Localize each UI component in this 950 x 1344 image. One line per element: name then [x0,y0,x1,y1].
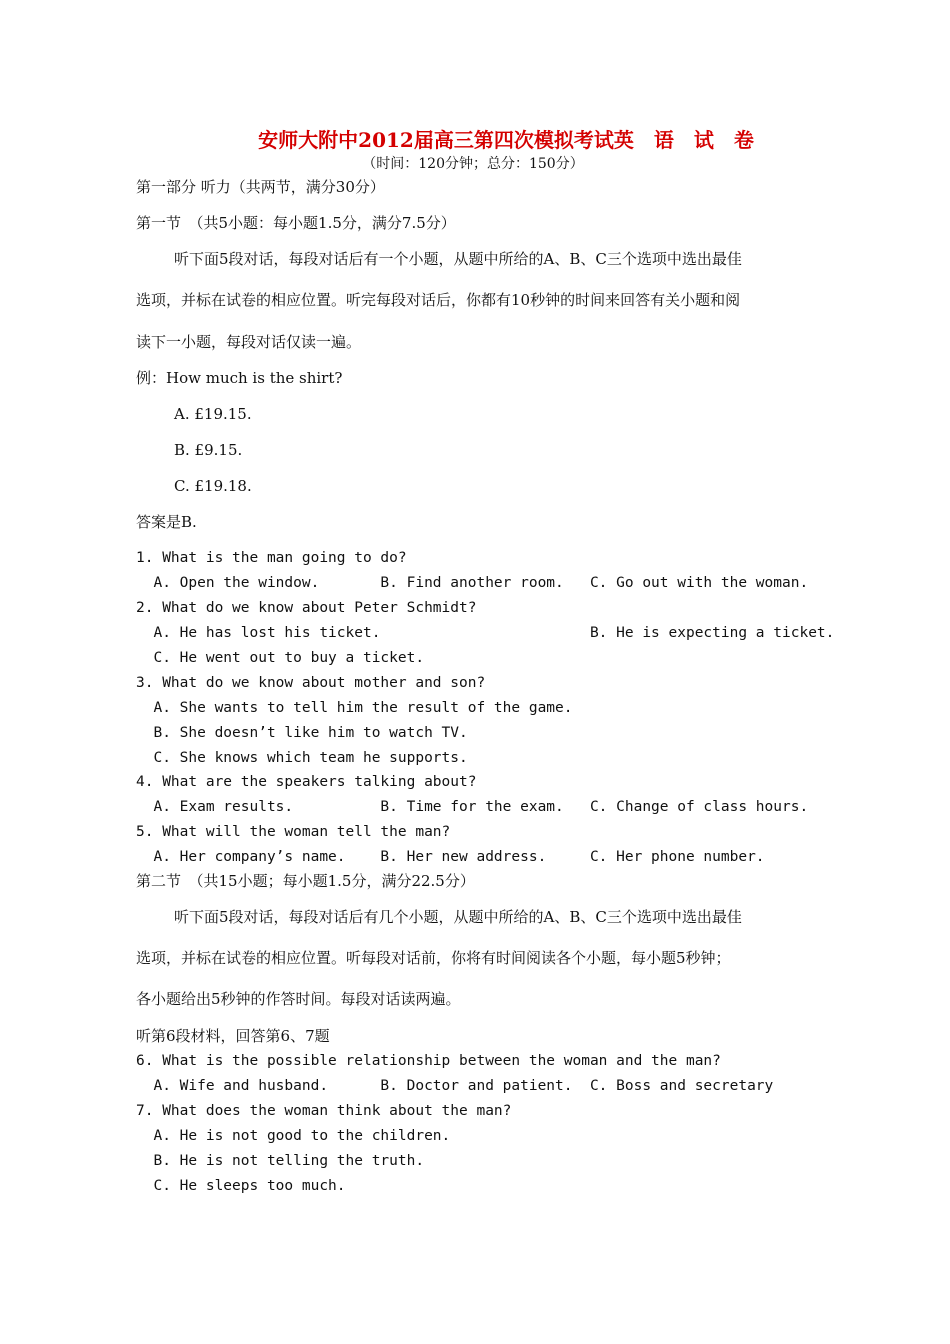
section2-instruction-line: 选项，并标在试卷的相应位置。听每段对话前，你将有时间阅读各个小题，每小题5秒钟； [136,949,731,967]
question-2: 2. What do we know about Peter Schmidt? [136,600,477,616]
example-question: 例：How much is the shirt? [136,369,343,387]
section2-instruction-line: 各小题给出5秒钟的作答时间。每段对话读两遍。 [136,990,461,1008]
question-3: 3. What do we know about mother and son? [136,675,486,691]
section1-instruction-line: 听下面5段对话，每段对话后有一个小题，从题中所给的A、B、C三个选项中选出最佳 [174,250,742,268]
document-subtitle: （时间：120分钟；总分：150分） [362,156,584,172]
question-1: 1. What is the man going to do? [136,550,407,566]
question-7-option-c: C. He sleeps too much. [136,1178,346,1194]
question-3-option-a: A. She wants to tell him the result of the game. [136,700,573,716]
example-option: B. £9.15. [174,441,243,459]
example-answer: 答案是B. [136,513,197,531]
question-3-option-b: B. She doesn’t like him to watch TV. [136,725,468,741]
question-2-option-c: C. He went out to buy a ticket. [136,650,425,666]
question-4: 4. What are the speakers talking about? [136,774,477,790]
question-3-option-c: C. She knows which team he supports. [136,750,468,766]
section1-instruction-line: 选项，并标在试卷的相应位置。听完每段对话后，你都有10秒钟的时间来回答有关小题和阅 [136,291,741,309]
example-option: A. £19.15. [174,405,252,423]
question-7-option-b: B. He is not telling the truth. [136,1153,425,1169]
section2-instruction-line: 听下面5段对话，每段对话后有几个小题，从题中所给的A、B、C三个选项中选出最佳 [174,908,742,926]
section2-heading: 第二节 （共15小题；每小题1.5分，满分22.5分） [136,872,475,890]
question-7-option-a: A. He is not good to the children. [136,1128,451,1144]
question-6: 6. What is the possible relationship between the woman and the man? [136,1053,721,1069]
question-6-options: A. Wife and husband. B. Doctor and patient. C. Boss and secretary [136,1078,774,1094]
question-7: 7. What does the woman think about the man? [136,1103,512,1119]
material-6-heading: 听第6段材料，回答第6、7题 [136,1027,330,1045]
section1-heading: 第一节 （共5小题：每小题1.5分，满分7.5分） [136,214,456,232]
section1-instruction-line: 读下一小题，每段对话仅读一遍。 [136,333,362,351]
part1-heading: 第一部分 听力（共两节，满分30分） [136,178,385,196]
document-title: 安师大附中2012届高三第四次模拟考试英 语 试 卷 [258,128,754,152]
question-5: 5. What will the woman tell the man? [136,824,451,840]
example-option: C. £19.18. [174,477,252,495]
question-5-options: A. Her company’s name. B. Her new address. C. Her phone number. [136,849,765,865]
question-1-options: A. Open the window. B. Find another room. C. Go out with the woman. [136,575,809,591]
question-4-options: A. Exam results. B. Time for the exam. C. Change of class hours. [136,799,809,815]
question-2-options: A. He has lost his ticket. B. He is expecting a ticket. [136,625,835,641]
